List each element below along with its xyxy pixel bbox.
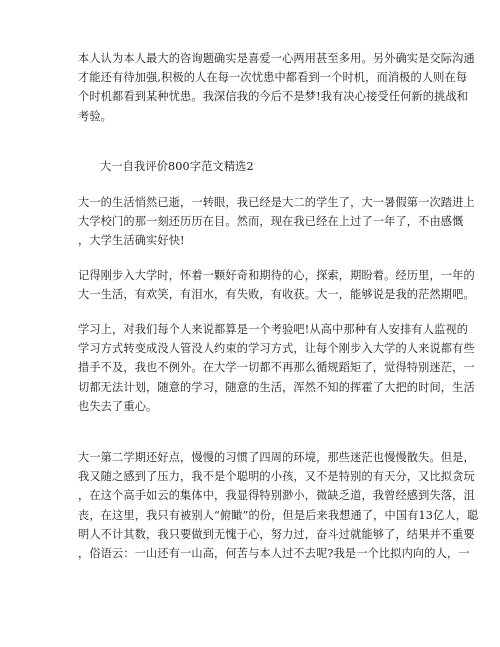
text-line: 大一第二学期还好点，慢慢的习惯了四周的环境，那些迷茫也慢慢散失。但是，	[78, 451, 475, 464]
text-line: 大学校门的那一刻还历历在目。然而，现在我已经在上过了一年了，不由感慨	[78, 215, 464, 229]
paragraph-4	[78, 448, 479, 563]
text-line: 大一生活，有欢笑，有泪水，有失败，有收获。大一，能够说是我的茫然期吧。	[78, 288, 475, 302]
paragraph-3	[78, 320, 475, 416]
text-line: 记得刚步入大学时，怀着一颗好奇和期待的心，探索，期盼着。经历里，一年的	[78, 269, 475, 282]
text-line: 明人不计其数，我只要做到无愧于心，努力过，奋斗过就能够了，结果并不重要	[78, 527, 475, 541]
text-line: 大一的生活悄然已逝，一转眼，我已经是大二的学生了，大一暑假第一次踏进上	[78, 196, 475, 209]
text-line: 考验。	[78, 109, 113, 123]
text-line: 措手不及，我也不例外。在大学一切都不再那么循规蹈矩了，觉得特别迷茫，一	[78, 361, 475, 375]
text-line: 也失去了重心。	[78, 399, 158, 413]
text-line: 学习方式转变成没人管没人约束的学习方式，让每个刚步入大学的人来说都有些	[78, 342, 475, 356]
text-line: 才能还有待加强,积极的人在每一次忧患中都看到一个时机，而消极的人则在每	[78, 71, 468, 85]
paragraph-2	[78, 266, 475, 304]
intro-paragraph	[78, 49, 475, 126]
text-line: 本人认为本人最大的咨询题确实是喜爱一心两用甚至多用。另外确实是交际沟通	[78, 52, 475, 65]
text-line: ，俗语云：一山还有一山高，何苦与本人过不去呢?我是一个比拟内向的人，一	[78, 547, 470, 561]
text-line: 我又随之感到了压力，我不是个聪明的小孩，又不是特别的有天分，又比拟贪玩	[78, 470, 475, 484]
text-line: ，大学生活确实好快!	[78, 234, 185, 248]
paragraph-1	[78, 193, 475, 251]
text-line: 丧，在这里，我只有被别人“俯瞰”的份，但是后来我想通了，中国有13亿人，聪	[78, 508, 479, 522]
text-line: 切都无法计划，随意的学习，随意的生活，浑然不知的挥霍了大把的时间，生活	[78, 380, 475, 394]
text-line: 学习上，对我们每个人来说都算是一个考验吧!从高中那种有人安排有人监视的	[78, 323, 469, 336]
text-line: ，在这个高手如云的集体中，我显得特别渺小，微缺乏道，我曾经感到失落，沮	[78, 489, 475, 503]
text-line: 个时机都看到某种忧患。我深信我的今后不是梦!我有决心接受任何新的挑战和	[78, 90, 469, 104]
section-title: 大一自我评价800字范文精选2	[100, 160, 254, 173]
